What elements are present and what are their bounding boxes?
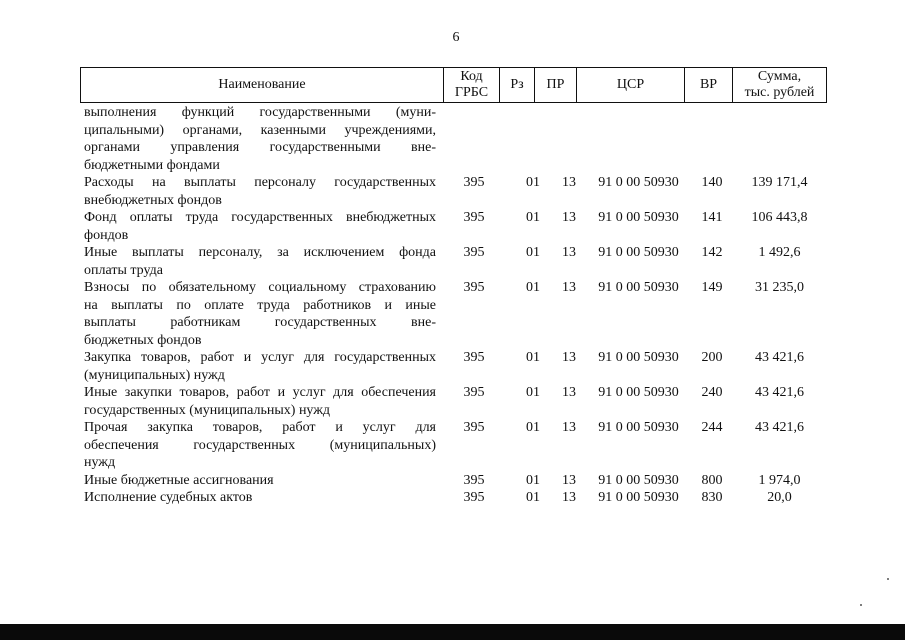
row-vr: 240 [701,385,723,400]
row-name-line: внебюджетных фондов [84,192,222,208]
row-grbs: 395 [463,350,485,365]
header-pr-label: ПР [546,77,565,92]
row-name [84,489,436,507]
row-pr: 13 [562,175,576,190]
row-vr: 140 [701,175,723,190]
row-grbs: 395 [463,280,485,295]
row-csr: 91 0 00 50930 [598,175,679,190]
row-sum: 43 421,6 [755,385,804,400]
row-pr: 13 [562,490,576,505]
row-name-line: Закупка товаров, работ и услуг для государственных [84,350,436,365]
row-name-line: на выплаты по оплате труда работников и иные [84,297,436,313]
table-row [84,489,827,507]
page-number: 6 [452,30,460,45]
row-sum: 139 171,4 [751,175,808,190]
row-sum: 43 421,6 [755,420,804,435]
header-rz-label: Рз [510,77,524,92]
header-sum [732,68,826,102]
row-name [84,104,436,174]
table-row [84,104,827,174]
row-vr: 149 [701,280,723,295]
header-sum-line2: тыс. рублей [744,85,815,100]
row-pr: 13 [562,280,576,295]
row-name-line: Исполнение судебных актов [84,490,253,505]
row-name-line: (муниципальных) нужд [84,367,225,383]
row-sum: 31 235,0 [755,280,804,295]
row-name-line: фондов [84,227,129,243]
row-sum: 1 492,6 [758,245,801,260]
table-row [84,472,827,490]
row-name-line: нужд [84,455,116,470]
row-sum: 20,0 [767,490,792,505]
row-name-line: ципальными) органами, казенными учреждениями, [84,122,436,138]
row-vr: 244 [701,420,723,435]
table-row [84,244,827,279]
header-sum-line1: Сумма, [757,69,802,84]
table-row [84,384,827,419]
row-vr: 830 [701,490,723,505]
row-pr: 13 [562,245,576,260]
scan-speck [860,604,862,606]
header-csr [576,68,684,102]
row-vr: 800 [701,472,723,488]
table-row [84,419,827,472]
row-name [84,174,436,209]
row-name-line: Расходы на выплаты персоналу государственных [84,175,436,190]
table-header [80,67,827,103]
row-name-line: выполнения функций государственными (муни- [84,105,436,120]
header-grbs-line2: ГРБС [454,85,489,100]
row-pr: 13 [562,350,576,365]
scan-speck [887,578,889,580]
row-csr: 91 0 00 50930 [598,245,679,260]
row-csr: 91 0 00 50930 [598,385,679,400]
row-rz: 01 [526,490,540,505]
row-sum: 1 974,0 [758,472,801,488]
row-rz: 01 [526,350,540,365]
table-row [84,279,827,349]
row-vr: 142 [701,245,723,260]
row-pr: 13 [562,210,576,225]
row-name-line: Иные бюджетные ассигнования [84,472,274,488]
row-name [84,419,436,472]
row-name [84,384,436,419]
header-grbs [443,68,499,102]
row-name-line: государственных (муниципальных) нужд [84,402,331,418]
row-pr: 13 [562,385,576,400]
row-name-line: Взносы по обязательному социальному страхованию [84,280,436,295]
header-vr-label: ВР [699,77,718,92]
table-row [84,349,827,384]
row-csr: 91 0 00 50930 [598,472,679,488]
row-name-line: обеспечения государственных (муниципальных) [84,437,436,453]
row-name [84,244,436,279]
row-name [84,279,436,349]
row-pr: 13 [562,420,576,435]
row-rz: 01 [526,210,540,225]
header-csr-label: ЦСР [616,77,645,92]
row-name-line: органами управления государственными вне- [84,140,436,155]
row-name-line: бюджетных фондов [84,332,202,348]
row-rz: 01 [526,245,540,260]
row-name-line: выплаты работникам государственных вне- [84,315,436,330]
table-row [84,209,827,244]
row-grbs: 395 [463,210,485,225]
row-csr: 91 0 00 50930 [598,350,679,365]
row-name-line: Иные закупки товаров, работ и услуг для обеспечения [84,385,436,400]
row-csr: 91 0 00 50930 [598,490,679,505]
row-name-line: Иные выплаты персоналу, за исключением фонда [84,245,436,260]
row-rz: 01 [526,420,540,435]
row-rz: 01 [526,385,540,400]
header-vr [684,68,732,102]
row-csr: 91 0 00 50930 [598,420,679,435]
header-grbs-line1: Код [460,69,483,84]
row-grbs: 395 [463,490,485,505]
row-rz: 01 [526,280,540,295]
row-vr: 141 [701,210,723,225]
header-name-label: Наименование [218,77,306,92]
row-name [84,472,436,490]
table-row [84,174,827,209]
row-name-line: Фонд оплаты труда государственных внебюджетных [84,210,436,225]
row-rz: 01 [526,472,540,488]
row-rz: 01 [526,175,540,190]
row-grbs: 395 [463,245,485,260]
scan-edge-bar [0,624,905,640]
row-pr: 13 [562,472,576,488]
row-grbs: 395 [463,472,485,488]
header-name [81,68,443,102]
header-rz [499,68,534,102]
row-name [84,209,436,244]
row-grbs: 395 [463,175,485,190]
row-name-line: бюджетными фондами [84,157,220,173]
row-sum: 106 443,8 [751,210,808,225]
row-vr: 200 [701,350,723,365]
row-csr: 91 0 00 50930 [598,280,679,295]
row-grbs: 395 [463,420,485,435]
header-pr [534,68,576,102]
row-grbs: 395 [463,385,485,400]
row-sum: 43 421,6 [755,350,804,365]
row-name-line: оплаты труда [84,262,163,278]
row-name-line: Прочая закупка товаров, работ и услуг для [84,420,436,435]
row-csr: 91 0 00 50930 [598,210,679,225]
row-name [84,349,436,384]
